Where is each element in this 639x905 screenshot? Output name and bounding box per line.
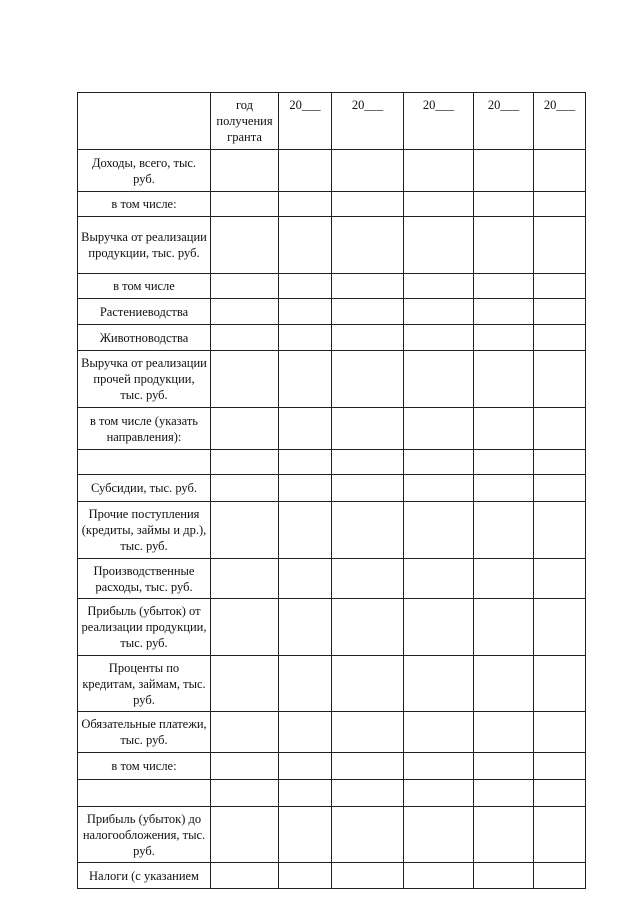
value-cell: [332, 475, 404, 502]
value-cell: [279, 192, 332, 217]
value-cell: [534, 863, 586, 889]
value-cell: [474, 299, 534, 325]
row-label: Налоги (с указанием: [78, 863, 211, 889]
table-row: [78, 299, 586, 325]
value-cell: [404, 325, 474, 351]
value-cell: [474, 274, 534, 299]
value-cell: [332, 351, 404, 408]
value-cell: [332, 656, 404, 712]
value-cell: [404, 217, 474, 274]
value-cell: [474, 325, 534, 351]
value-cell: [211, 325, 279, 351]
value-cell: [211, 599, 279, 656]
value-cell: [211, 217, 279, 274]
value-cell: [211, 192, 279, 217]
value-cell: [404, 274, 474, 299]
value-cell: [332, 807, 404, 863]
table-row: [78, 807, 586, 863]
value-cell: [332, 559, 404, 599]
value-cell: [279, 475, 332, 502]
value-cell: [332, 408, 404, 450]
value-cell: [211, 450, 279, 475]
value-cell: [211, 712, 279, 753]
value-cell: [332, 325, 404, 351]
value-cell: [404, 712, 474, 753]
row-label: в том числе: [78, 274, 211, 299]
value-cell: [534, 150, 586, 192]
value-cell: [474, 502, 534, 559]
value-cell: [279, 150, 332, 192]
value-cell: [474, 150, 534, 192]
value-cell: [279, 656, 332, 712]
value-cell: [332, 450, 404, 475]
value-cell: [474, 712, 534, 753]
table-row: [78, 192, 586, 217]
table-row: [78, 150, 586, 192]
value-cell: [279, 712, 332, 753]
value-cell: [279, 325, 332, 351]
value-cell: [474, 807, 534, 863]
row-label: Животноводства: [78, 325, 211, 351]
value-cell: [279, 502, 332, 559]
value-cell: [534, 656, 586, 712]
header-year-5: 20___: [534, 93, 586, 150]
value-cell: [534, 351, 586, 408]
value-cell: [534, 599, 586, 656]
value-cell: [279, 863, 332, 889]
row-label: Производственные расходы, тыс. руб.: [78, 559, 211, 599]
value-cell: [474, 217, 534, 274]
value-cell: [474, 408, 534, 450]
header-year-3: 20___: [404, 93, 474, 150]
value-cell: [534, 192, 586, 217]
table-row: [78, 408, 586, 450]
row-label: в том числе:: [78, 753, 211, 780]
value-cell: [211, 274, 279, 299]
value-cell: [404, 780, 474, 807]
value-cell: [332, 753, 404, 780]
value-cell: [404, 351, 474, 408]
value-cell: [404, 559, 474, 599]
value-cell: [211, 408, 279, 450]
value-cell: [404, 753, 474, 780]
value-cell: [211, 299, 279, 325]
value-cell: [279, 807, 332, 863]
row-label: в том числе:: [78, 192, 211, 217]
value-cell: [404, 656, 474, 712]
table-row: [78, 217, 586, 274]
value-cell: [534, 780, 586, 807]
table-row: [78, 325, 586, 351]
value-cell: [332, 274, 404, 299]
value-cell: [279, 599, 332, 656]
value-cell: [211, 150, 279, 192]
value-cell: [404, 408, 474, 450]
value-cell: [534, 559, 586, 599]
row-label: Субсидии, тыс. руб.: [78, 475, 211, 502]
value-cell: [534, 807, 586, 863]
value-cell: [332, 217, 404, 274]
value-cell: [404, 299, 474, 325]
value-cell: [404, 807, 474, 863]
row-label: [78, 780, 211, 807]
table-row: [78, 502, 586, 559]
value-cell: [474, 753, 534, 780]
row-label: Растениеводства: [78, 299, 211, 325]
value-cell: [534, 325, 586, 351]
row-label: Доходы, всего, тыс. руб.: [78, 150, 211, 192]
value-cell: [279, 217, 332, 274]
value-cell: [534, 475, 586, 502]
value-cell: [332, 150, 404, 192]
value-cell: [404, 502, 474, 559]
value-cell: [279, 274, 332, 299]
value-cell: [404, 192, 474, 217]
value-cell: [332, 712, 404, 753]
value-cell: [404, 150, 474, 192]
row-label: Обязательные платежи, тыс. руб.: [78, 712, 211, 753]
table-row: [78, 559, 586, 599]
financial-plan-table: [77, 92, 586, 889]
header-grant-year: год получения гранта: [211, 93, 279, 150]
value-cell: [404, 450, 474, 475]
value-cell: [404, 475, 474, 502]
value-cell: [474, 656, 534, 712]
value-cell: [332, 502, 404, 559]
header-year-1: 20___: [279, 93, 332, 150]
table-row: [78, 475, 586, 502]
value-cell: [211, 475, 279, 502]
value-cell: [474, 351, 534, 408]
value-cell: [474, 780, 534, 807]
row-label: Прибыль (убыток) от реализации продукции, тыс. руб.: [78, 599, 211, 656]
table-row: [78, 863, 586, 889]
row-label: в том числе (указать направления):: [78, 408, 211, 450]
value-cell: [211, 502, 279, 559]
table-row: [78, 656, 586, 712]
row-label: Выручка от реализации продукции, тыс. руб.: [78, 217, 211, 274]
value-cell: [211, 807, 279, 863]
value-cell: [211, 559, 279, 599]
header-year-2: 20___: [332, 93, 404, 150]
value-cell: [211, 351, 279, 408]
value-cell: [534, 753, 586, 780]
value-cell: [211, 656, 279, 712]
value-cell: [404, 863, 474, 889]
value-cell: [279, 299, 332, 325]
value-cell: [332, 599, 404, 656]
value-cell: [332, 863, 404, 889]
value-cell: [279, 559, 332, 599]
value-cell: [279, 450, 332, 475]
table-row: [78, 599, 586, 656]
header-blank-cell: [78, 93, 211, 150]
value-cell: [474, 559, 534, 599]
value-cell: [211, 753, 279, 780]
table-row: [78, 753, 586, 780]
value-cell: [534, 502, 586, 559]
value-cell: [474, 192, 534, 217]
table-row: [78, 780, 586, 807]
row-label: Проценты по кредитам, займам, тыс. руб.: [78, 656, 211, 712]
value-cell: [534, 299, 586, 325]
value-cell: [474, 450, 534, 475]
value-cell: [279, 408, 332, 450]
value-cell: [211, 780, 279, 807]
row-label: Прибыль (убыток) до налогообложения, тыс. руб.: [78, 807, 211, 863]
table-header-row: [78, 93, 586, 150]
value-cell: [332, 780, 404, 807]
value-cell: [332, 299, 404, 325]
table-row: [78, 450, 586, 475]
value-cell: [534, 712, 586, 753]
table-row: [78, 351, 586, 408]
value-cell: [279, 351, 332, 408]
row-label: Прочие поступления (кредиты, займы и др.), тыс. руб.: [78, 502, 211, 559]
value-cell: [534, 274, 586, 299]
row-label: Выручка от реализации прочей продукции, тыс. руб.: [78, 351, 211, 408]
table-row: [78, 274, 586, 299]
value-cell: [211, 863, 279, 889]
value-cell: [404, 599, 474, 656]
value-cell: [279, 753, 332, 780]
value-cell: [474, 599, 534, 656]
value-cell: [534, 217, 586, 274]
value-cell: [474, 475, 534, 502]
value-cell: [332, 192, 404, 217]
header-year-4: 20___: [474, 93, 534, 150]
table-row: [78, 712, 586, 753]
value-cell: [474, 863, 534, 889]
row-label: [78, 450, 211, 475]
value-cell: [534, 450, 586, 475]
value-cell: [534, 408, 586, 450]
value-cell: [279, 780, 332, 807]
